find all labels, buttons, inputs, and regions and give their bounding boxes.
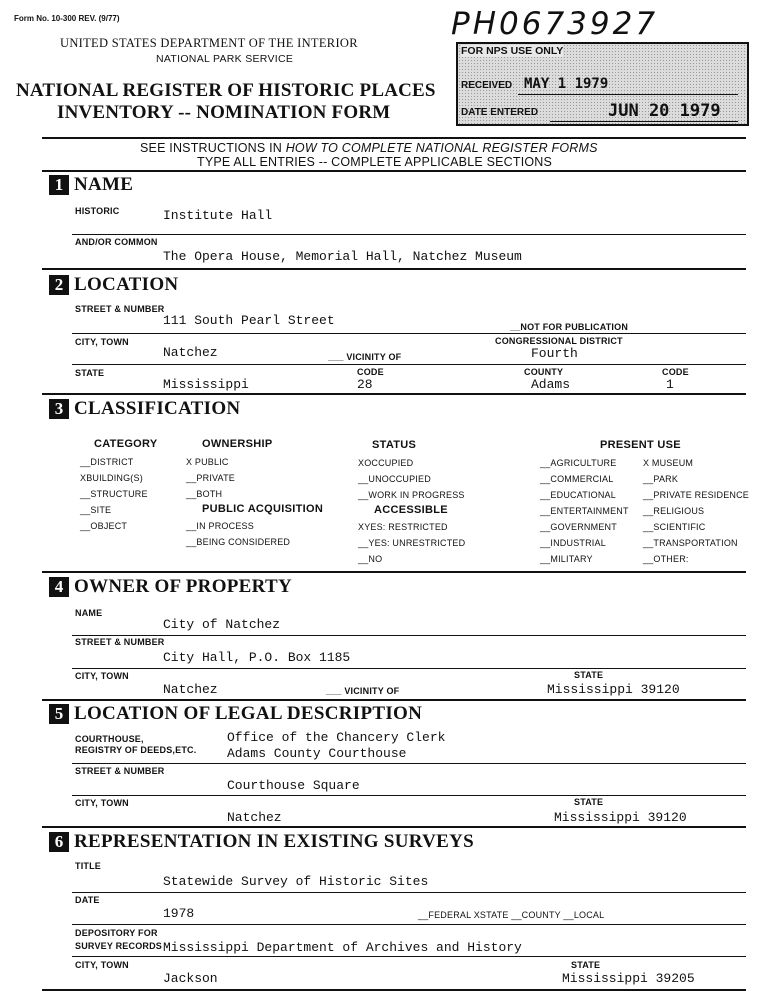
legal-street-label: STREET & NUMBER <box>75 766 165 776</box>
category-buildings[interactable]: XBUILDING(S) <box>80 473 143 483</box>
depository-city-label: CITY, TOWN <box>75 960 129 970</box>
use-government[interactable]: __GOVERNMENT <box>540 522 617 532</box>
section-5-title: LOCATION OF LEGAL DESCRIPTION <box>74 703 423 724</box>
present-use-heading: PRESENT USE <box>600 439 681 451</box>
city-label: CITY, TOWN <box>75 337 129 347</box>
legal-state-label: STATE <box>574 797 604 807</box>
use-commercial[interactable]: __COMMERCIAL <box>540 474 614 484</box>
legal-street: Courthouse Square <box>227 778 360 793</box>
category-structure[interactable]: __STRUCTURE <box>80 489 148 499</box>
owner-city: Natchez <box>163 682 218 697</box>
courthouse-label-1: COURTHOUSE, <box>75 734 144 744</box>
ownership-private[interactable]: __PRIVATE <box>186 473 235 483</box>
use-park[interactable]: __PARK <box>643 474 679 484</box>
congressional-district-value: Fourth <box>531 346 578 361</box>
legal-city-label: CITY, TOWN <box>75 798 129 808</box>
public-acquisition-heading: PUBLIC ACQUISITION <box>202 503 324 515</box>
survey-title: Statewide Survey of Historic Sites <box>163 874 429 889</box>
vicinity-of: ___ VICINITY OF <box>328 352 402 362</box>
owner-name: City of Natchez <box>163 617 281 632</box>
status-unoccupied[interactable]: __UNOCCUPIED <box>358 474 431 484</box>
received-stamp: MAY 1 1979 <box>524 76 609 92</box>
department-name: UNITED STATES DEPARTMENT OF THE INTERIOR <box>60 36 358 50</box>
courthouse-label-2: REGISTRY OF DEEDS,ETC. <box>75 745 197 755</box>
access-no[interactable]: __NO <box>358 554 383 564</box>
congressional-district-label: CONGRESSIONAL DISTRICT <box>495 336 623 346</box>
section-6-title: REPRESENTATION IN EXISTING SURVEYS <box>74 831 475 852</box>
service-name: NATIONAL PARK SERVICE <box>156 53 294 65</box>
access-yes-restricted[interactable]: XYES: RESTRICTED <box>358 522 448 532</box>
survey-level-options[interactable]: __FEDERAL XSTATE __COUNTY __LOCAL <box>418 910 605 920</box>
use-transportation[interactable]: __TRANSPORTATION <box>643 538 738 548</box>
depository-state-label: STATE <box>571 960 601 970</box>
section-2-title: LOCATION <box>74 274 179 295</box>
ownership-heading: OWNERSHIP <box>202 438 273 450</box>
street-label: STREET & NUMBER <box>75 304 165 314</box>
state-value: Mississippi <box>163 377 249 392</box>
status-heading: STATUS <box>372 439 417 451</box>
use-educational[interactable]: __EDUCATIONAL <box>540 490 616 500</box>
ownership-both[interactable]: __BOTH <box>186 489 223 499</box>
owner-city-label: CITY, TOWN <box>75 671 129 681</box>
acquisition-being-considered[interactable]: __BEING CONSIDERED <box>186 537 291 547</box>
legal-state: Mississippi 39120 <box>554 810 687 825</box>
ownership-public[interactable]: X PUBLIC <box>186 457 229 467</box>
section-4-number: 4 <box>49 577 69 597</box>
date-entered-stamp: JUN 20 1979 <box>608 101 721 121</box>
category-site[interactable]: __SITE <box>80 505 112 515</box>
use-scientific[interactable]: __SCIENTIFIC <box>643 522 706 532</box>
section-2-number: 2 <box>49 275 69 295</box>
nps-use-label: FOR NPS USE ONLY <box>461 45 564 57</box>
county-label: COUNTY <box>524 367 564 377</box>
status-work-in-progress[interactable]: __WORK IN PROGRESS <box>358 490 465 500</box>
other-name-label: AND/OR COMMON <box>75 237 158 247</box>
use-agriculture[interactable]: __AGRICULTURE <box>540 458 617 468</box>
section-1-number: 1 <box>49 175 69 195</box>
code-label: CODE <box>357 367 384 377</box>
category-object[interactable]: __OBJECT <box>80 521 128 531</box>
category-district[interactable]: __DISTRICT <box>80 457 134 467</box>
county-value: Adams <box>531 377 571 392</box>
date-entered-label: DATE ENTERED <box>461 107 539 118</box>
courthouse-line-1: Office of the Chancery Clerk <box>227 730 446 745</box>
depository-label-1: DEPOSITORY FOR <box>75 928 158 938</box>
use-other[interactable]: __OTHER: <box>643 554 689 564</box>
county-code-value: 1 <box>666 377 674 392</box>
city-value: Natchez <box>163 345 218 360</box>
instructions-line-1: SEE INSTRUCTIONS IN HOW TO COMPLETE NATIONAL REGISTER FORMS <box>140 141 598 155</box>
courthouse-line-2: Adams County Courthouse <box>227 746 407 761</box>
street-address: 111 South Pearl Street <box>163 313 335 328</box>
use-museum[interactable]: X MUSEUM <box>643 458 694 468</box>
section-3-title: CLASSIFICATION <box>74 398 241 419</box>
not-for-publication: __NOT FOR PUBLICATION <box>510 322 629 332</box>
depository-label-2: SURVEY RECORDS <box>75 941 162 951</box>
historic-name: Institute Hall <box>163 208 273 223</box>
state-code-value: 28 <box>357 377 373 392</box>
owner-state: Mississippi 39120 <box>547 682 680 697</box>
section-4-title: OWNER OF PROPERTY <box>74 576 293 597</box>
form-title-line-2: INVENTORY -- NOMINATION FORM <box>57 102 391 123</box>
access-yes-unrestricted[interactable]: __YES: UNRESTRICTED <box>358 538 466 548</box>
section-3-number: 3 <box>49 399 69 419</box>
use-private-residence[interactable]: __PRIVATE RESIDENCE <box>643 490 749 500</box>
depository-city: Jackson <box>163 971 218 986</box>
status-occupied[interactable]: XOCCUPIED <box>358 458 414 468</box>
handwritten-reference-id: PH0673927 <box>451 6 659 42</box>
use-entertainment[interactable]: __ENTERTAINMENT <box>540 506 629 516</box>
owner-state-label: STATE <box>574 670 604 680</box>
legal-city: Natchez <box>227 810 282 825</box>
depository-value: Mississippi Department of Archives and History <box>163 940 522 955</box>
owner-street-label: STREET & NUMBER <box>75 637 165 647</box>
accessible-heading: ACCESSIBLE <box>374 504 448 516</box>
survey-date: 1978 <box>163 906 195 921</box>
section-1-title: NAME <box>74 174 134 195</box>
received-label: RECEIVED <box>461 80 513 91</box>
use-industrial[interactable]: __INDUSTRIAL <box>540 538 606 548</box>
category-heading: CATEGORY <box>94 438 158 450</box>
owner-name-label: NAME <box>75 608 103 618</box>
use-military[interactable]: __MILITARY <box>540 554 593 564</box>
survey-date-label: DATE <box>75 895 100 905</box>
acquisition-in-process[interactable]: __IN PROCESS <box>186 521 254 531</box>
header-rule <box>42 137 746 139</box>
instructions-line-2: TYPE ALL ENTRIES -- COMPLETE APPLICABLE SECTIONS <box>197 155 553 169</box>
depository-state: Mississippi 39205 <box>562 971 695 986</box>
common-name: The Opera House, Memorial Hall, Natchez Museum <box>163 249 522 264</box>
form-title-line-1: NATIONAL REGISTER OF HISTORIC PLACES <box>16 80 436 101</box>
nps-use-box <box>456 42 749 126</box>
state-label: STATE <box>75 368 105 378</box>
owner-vicinity-of: ___ VICINITY OF <box>326 686 400 696</box>
form-number: Form No. 10-300 REV. (9/77) <box>14 14 120 23</box>
use-religious[interactable]: __RELIGIOUS <box>643 506 705 516</box>
section-5-number: 5 <box>49 704 69 724</box>
historic-label: HISTORIC <box>75 206 120 216</box>
owner-street: City Hall, P.O. Box 1185 <box>163 650 351 665</box>
section-6-number: 6 <box>49 832 69 852</box>
county-code-label: CODE <box>662 367 689 377</box>
survey-title-label: TITLE <box>75 861 101 871</box>
